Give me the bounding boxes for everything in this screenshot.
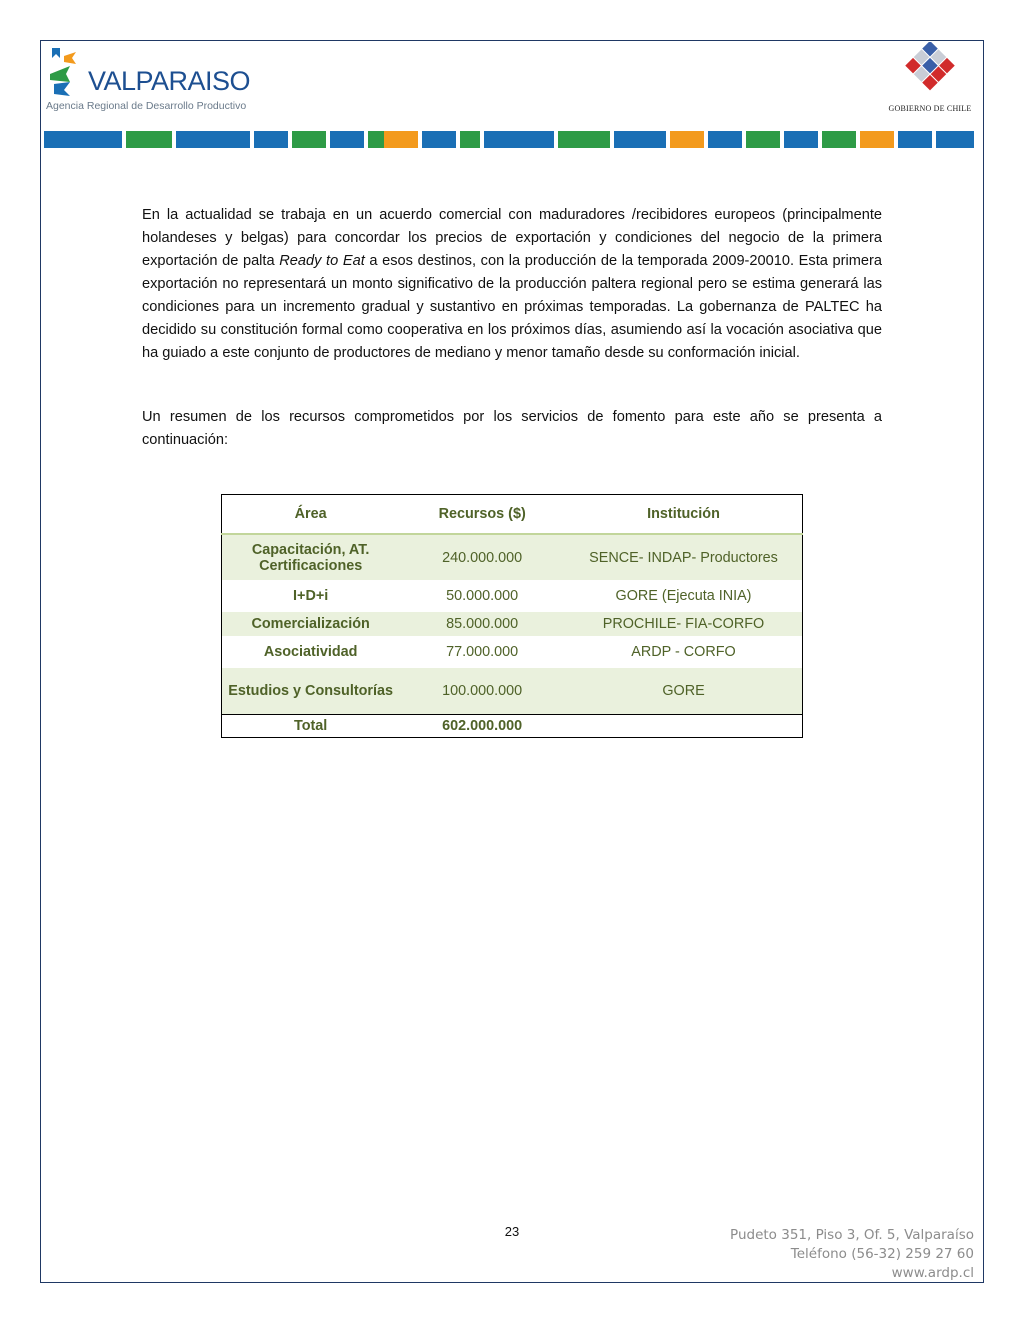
- paragraph-1: [142, 204, 882, 365]
- address-line-3: www.ardp.cl: [891, 1265, 974, 1281]
- table-total-row: [222, 714, 803, 737]
- total-institution: [565, 714, 802, 737]
- cell-area: Estudios y Consultorías: [222, 668, 400, 714]
- header-color-strip: [44, 131, 974, 148]
- paragraph-1-part-b: a esos destinos, con la producción de la temporada 2009-20010. Esta primera exportación no representará un monto significativo de la producción paltera regional pero se estima generará las condiciones para un incremento gradual y sustantivo en próximas temporadas. La gobernanza de PALTEC ha decidido su constitución formal como cooperativa en los próximos días, asumiendo así la vocación asociativa que ha guiado a este conjunto de productores de mediano y menor tamaño desde su conformación inicial.: [142, 253, 882, 361]
- address-line-2: Teléfono (56-32) 259 27 60: [790, 1246, 974, 1262]
- cell-resources: 85.000.000: [399, 612, 565, 636]
- valparaiso-wordmark: VALPARAISO: [88, 66, 251, 96]
- paragraph-2: Un resumen de los recursos comprometidos por los servicios de fomento para este año se presenta a continuación:: [142, 409, 882, 448]
- table-row: [222, 534, 803, 580]
- table-row: [222, 612, 803, 636]
- cell-institution: GORE (Ejecuta INIA): [565, 580, 802, 612]
- cell-area: Capacitación, AT. Certificaciones: [222, 534, 400, 580]
- table-row: [222, 668, 803, 714]
- table-row: [222, 636, 803, 668]
- table-header-row: [222, 495, 803, 535]
- total-resources: 602.000.000: [399, 714, 565, 737]
- cell-institution: GORE: [565, 668, 802, 714]
- cell-resources: 77.000.000: [446, 644, 519, 660]
- header-institution: Institución: [565, 495, 802, 535]
- header-area: Área: [222, 495, 400, 535]
- table-row: [222, 580, 803, 612]
- header-resources: Recursos ($): [399, 495, 565, 535]
- cell-institution: PROCHILE- FIA-CORFO: [565, 612, 802, 636]
- footer-address: [700, 1226, 974, 1283]
- gobierno-label: GOBIERNO DE CHILE: [888, 104, 972, 113]
- resources-table: [221, 494, 803, 738]
- cell-resources: 50.000.000: [446, 588, 519, 604]
- cell-area: Asociatividad: [222, 636, 400, 668]
- cell-resources: 240.000.000: [399, 534, 565, 580]
- cell-area: I+D+i: [222, 580, 400, 612]
- cell-resources: 100.000.000: [399, 668, 565, 714]
- agency-subtitle: Agencia Regional de Desarrollo Productivo: [46, 100, 247, 112]
- cell-institution: ARDP - CORFO: [565, 636, 802, 668]
- cell-institution: SENCE- INDAP- Productores: [565, 534, 802, 580]
- total-label: Total: [222, 714, 400, 737]
- address-line-1: Pudeto 351, Piso 3, Of. 5, Valparaíso: [730, 1227, 974, 1243]
- paragraph-1-part-a: En la actualidad se trabaja en un acuerdo comercial con maduradores /recibidores europeos (principalmente holandeses y belgas) para concordar los precios de exportación y condiciones del negocio de la primera exportación de palta: [142, 207, 882, 269]
- paragraph-1-italic: Ready to Eat: [279, 253, 365, 269]
- page-number: 23: [504, 1224, 520, 1239]
- cell-area: Comercialización: [222, 612, 400, 636]
